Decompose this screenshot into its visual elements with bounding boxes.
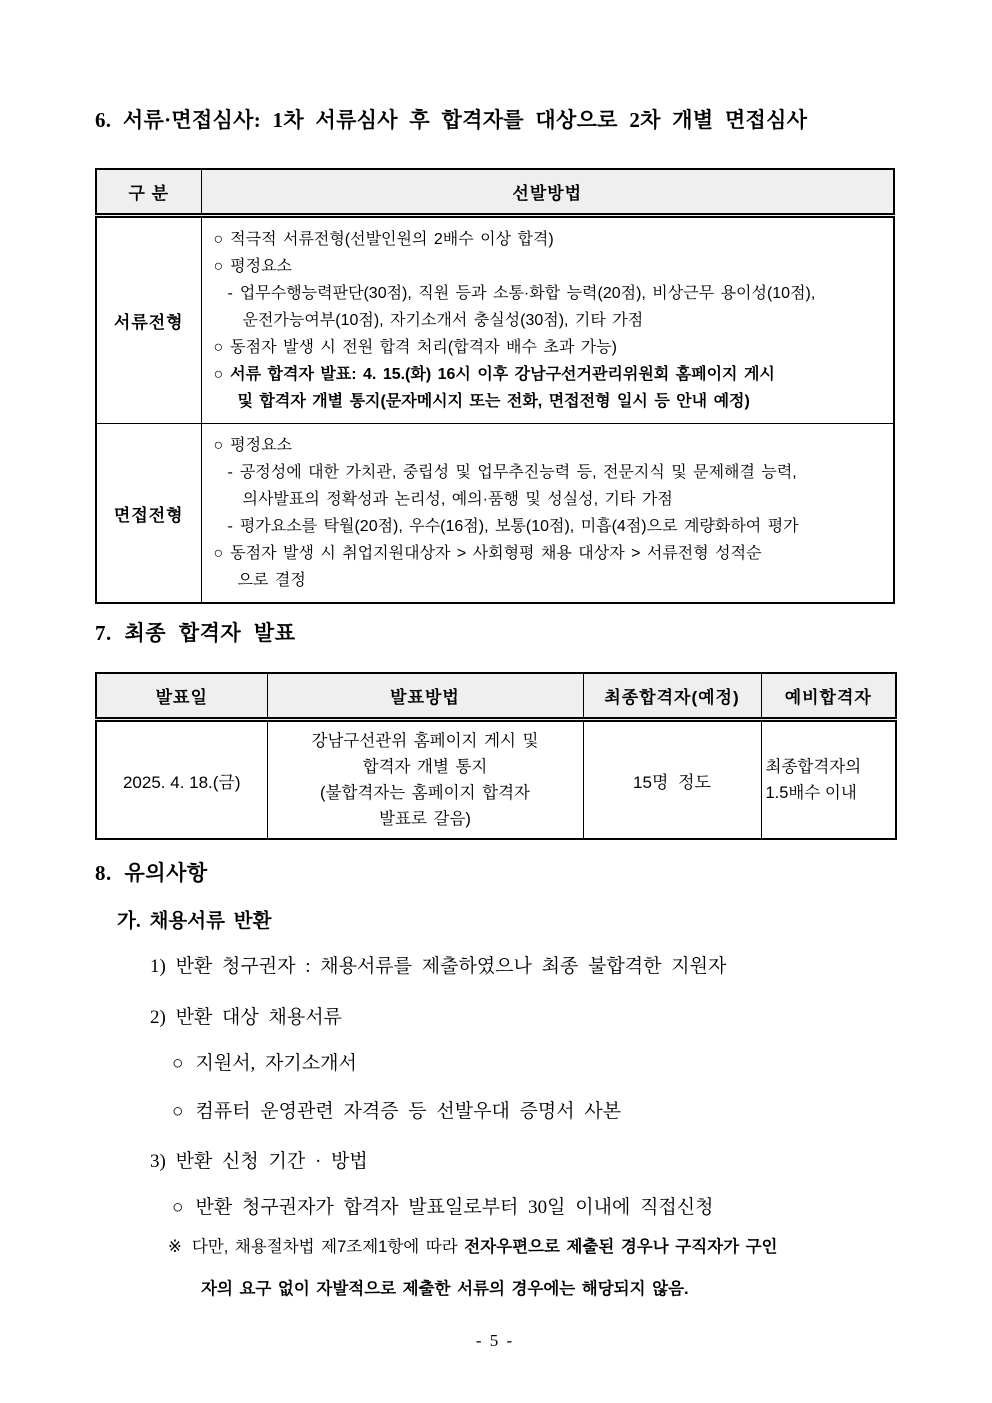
section6-heading: 6. 서류·면접심사: 1차 서류심사 후 합격자를 대상으로 2차 개별 면접심사 bbox=[95, 108, 808, 132]
list-item: - 공정성에 대한 가치관, 중립성 및 업무추진능력 등, 전문지식 및 문제해결 능력, bbox=[214, 459, 886, 486]
final-announcement-table bbox=[95, 672, 897, 840]
dash-bullet-icon: - bbox=[227, 285, 233, 302]
col-header-announce-method: 발표방법 bbox=[267, 673, 583, 720]
section8-heading: 8. 유의사항 bbox=[95, 861, 208, 885]
col-header-announce-date: 발표일 bbox=[96, 673, 267, 720]
legal-note bbox=[168, 1236, 928, 1300]
list-item: - 업무수행능력판단(30점), 직원 등과 소통·화합 능력(20점), 비상근무 용이성(10점), bbox=[214, 280, 886, 307]
list-item: ○ 평정요소 bbox=[214, 253, 886, 280]
dash-bullet-icon: - bbox=[227, 464, 233, 481]
note-item-1: 1) 반환 청구권자 : 채용서류를 제출하였으나 최종 불합격한 지원자 bbox=[150, 956, 727, 977]
section8-subheading: 가. 채용서류 반환 bbox=[117, 911, 272, 932]
reserve-cell bbox=[761, 720, 896, 840]
reference-mark-icon: ※ bbox=[168, 1238, 182, 1256]
reserve-line: 1.5배수 이내 bbox=[765, 784, 857, 802]
note-item-3: 3) 반환 신청 기간 · 방법 bbox=[150, 1151, 368, 1172]
list-item-continuation: 의사발표의 정확성과 논리성, 예의·품행 및 성실성, 기타 가점 bbox=[242, 491, 673, 508]
reserve-line: 최종합격자의 bbox=[765, 758, 862, 776]
list-item-emphasis-continuation: 및 합격자 개별 통지(문자메시지 또는 전화, 면접전형 일시 등 안내 예정) bbox=[237, 393, 750, 410]
list-item: ○ 적극적 서류전형(선발인원의 2배수 이상 합격) bbox=[214, 226, 886, 253]
note-item-3-sub-1: ○ 반환 청구권자가 합격자 발표일로부터 30일 이내에 직접신청 bbox=[172, 1197, 714, 1218]
col-header-final-count: 최종합격자(예정) bbox=[583, 673, 761, 720]
announce-date-cell: 2025. 4. 18.(금) bbox=[96, 720, 267, 840]
col-header-category: 구 분 bbox=[96, 169, 201, 216]
selection-table-header-row bbox=[96, 169, 894, 216]
method-line: 발표로 갈음) bbox=[379, 810, 471, 828]
circle-bullet-icon: ○ bbox=[213, 339, 224, 356]
row-category-interview: 면접전형 bbox=[96, 424, 201, 604]
list-item: ○ 동점자 발생 시 전원 합격 처리(합격자 배수 초과 가능) bbox=[214, 334, 886, 361]
circle-bullet-icon: ○ bbox=[172, 1197, 184, 1218]
table-row-interview-screening bbox=[96, 424, 894, 604]
list-item: ○ 평정요소 bbox=[214, 432, 886, 459]
circle-bullet-icon: ○ bbox=[213, 231, 224, 248]
circle-bullet-icon: ○ bbox=[172, 1053, 184, 1074]
method-line: 합격자 개별 통지 bbox=[362, 758, 488, 776]
legal-note-bold: 전자우편으로 제출된 경우나 구직자가 구인 bbox=[464, 1238, 778, 1256]
list-item: ○ 동점자 발생 시 취업지원대상자 > 사회형평 채용 대상자 > 서류전형 성적순 bbox=[214, 540, 886, 567]
page-number: - 5 - bbox=[475, 1331, 515, 1350]
legal-note-line-2: 자의 요구 없이 자발적으로 제출한 서류의 경우에는 해당되지 않음. bbox=[201, 1280, 689, 1298]
circle-bullet-icon: ○ bbox=[213, 258, 224, 275]
list-item-emphasis: ○ 서류 합격자 발표: 4. 15.(화) 16시 이후 강남구선거관리위원회 홈페이지 게시 bbox=[214, 361, 886, 388]
method-line: (불합격자는 홈페이지 합격자 bbox=[320, 784, 530, 802]
announce-method-cell bbox=[267, 720, 583, 840]
legal-note-line-1 bbox=[168, 1236, 928, 1258]
circle-bullet-icon: ○ bbox=[213, 545, 224, 562]
final-count-cell: 15명 정도 bbox=[583, 720, 761, 840]
col-header-reserve: 예비합격자 bbox=[761, 673, 896, 720]
table-row-document-screening bbox=[96, 216, 894, 424]
note-item-2-sub-1: ○ 지원서, 자기소개서 bbox=[172, 1053, 357, 1074]
table-row-announcement bbox=[96, 720, 896, 840]
interview-screening-details bbox=[201, 424, 894, 604]
announcement-table-header-row bbox=[96, 673, 896, 720]
method-line: 강남구선관위 홈페이지 게시 및 bbox=[311, 732, 539, 750]
col-header-method: 선발방법 bbox=[201, 169, 894, 216]
list-item-continuation: 운전가능여부(10점), 자기소개서 충실성(30점), 기타 가점 bbox=[242, 312, 644, 329]
circle-bullet-icon: ○ bbox=[213, 437, 224, 454]
selection-method-table bbox=[95, 168, 895, 604]
section7-heading: 7. 최종 합격자 발표 bbox=[95, 621, 296, 645]
legal-note-regular: 다만, 채용절차법 제7조제1항에 따라 bbox=[191, 1238, 465, 1256]
list-item-continuation: 으로 결정 bbox=[237, 572, 306, 589]
row-category-document: 서류전형 bbox=[96, 216, 201, 424]
note-item-2: 2) 반환 대상 채용서류 bbox=[150, 1007, 342, 1028]
dash-bullet-icon: - bbox=[227, 518, 233, 535]
document-screening-details bbox=[201, 216, 894, 424]
note-item-2-sub-2: ○ 컴퓨터 운영관련 자격증 등 선발우대 증명서 사본 bbox=[172, 1101, 622, 1122]
circle-bullet-icon: ○ bbox=[172, 1101, 184, 1122]
circle-bullet-icon: ○ bbox=[213, 366, 224, 383]
list-item: - 평가요소를 탁월(20점), 우수(16점), 보통(10점), 미흡(4점)으로 계량화하여 평가 bbox=[214, 513, 886, 540]
